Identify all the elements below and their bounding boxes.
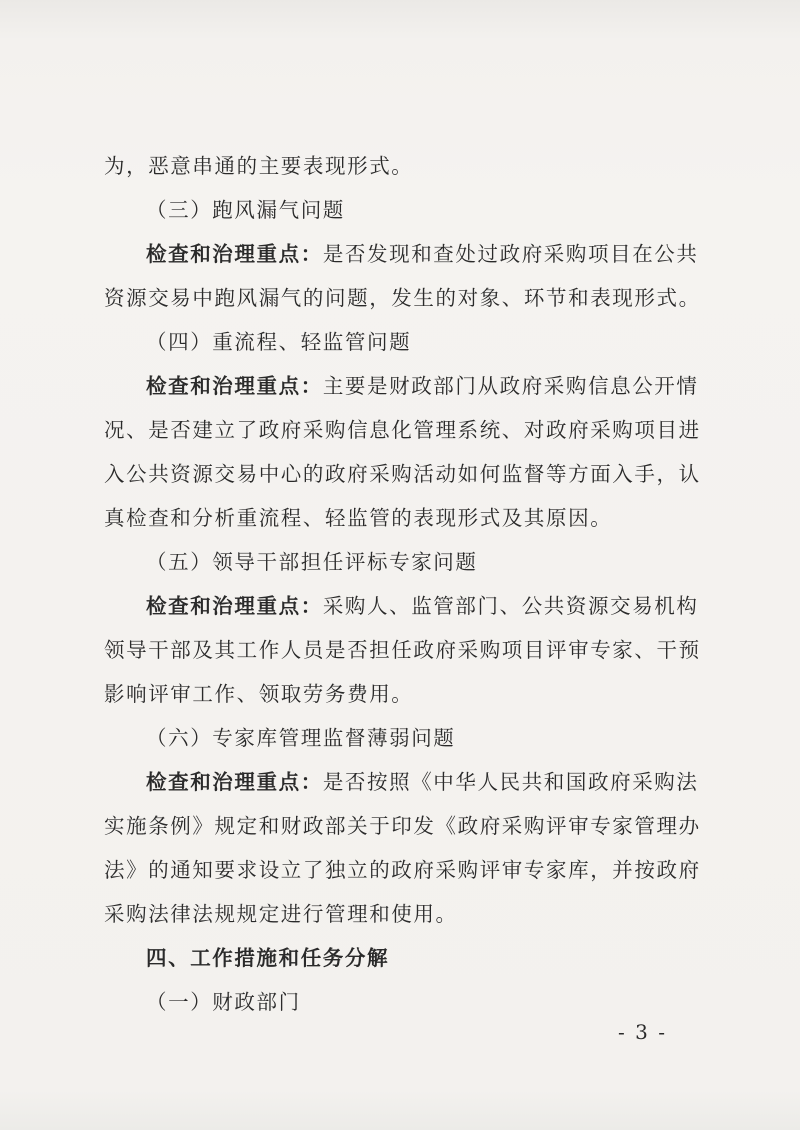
text-line <box>146 240 746 268</box>
page-number: - 3 - <box>618 1020 667 1044</box>
text-line: 实施条例》规定和财政部关于印发《政府采购评审专家管理办 <box>104 814 701 838</box>
text-line: 资源交易中跑风漏气的问题，发生的对象、环节和表现形式。 <box>104 286 701 310</box>
text-line: 领导干部及其工作人员是否担任政府采购项目评审专家、干预 <box>104 638 701 662</box>
section-heading-1: （一）财政部门 <box>146 990 301 1014</box>
focus-label: 检查和治理重点： <box>146 242 323 266</box>
focus-text: 是否按照《中华人民共和国政府采购法 <box>322 770 699 794</box>
text-line: 影响评审工作、领取劳务费用。 <box>104 682 414 706</box>
text-line: 真检查和分析重流程、轻监管的表现形式及其原因。 <box>104 506 613 530</box>
section-heading-4: （四）重流程、轻监管问题 <box>146 330 412 354</box>
focus-label: 检查和治理重点： <box>146 770 323 794</box>
focus-text: 采购人、监管部门、公共资源交易机构 <box>322 594 699 618</box>
section-heading-3: （三）跑风漏气问题 <box>146 198 345 222</box>
text-line <box>146 768 746 796</box>
focus-text: 主要是财政部门从政府采购信息公开情 <box>322 374 699 398</box>
chapter-heading: 四、工作措施和任务分解 <box>146 946 390 970</box>
text-line: 况、是否建立了政府采购信息化管理系统、对政府采购项目进 <box>104 418 701 442</box>
section-heading-6: （六）专家库管理监督薄弱问题 <box>146 726 456 750</box>
text-line <box>146 372 746 400</box>
focus-label: 检查和治理重点： <box>146 594 323 618</box>
focus-label: 检查和治理重点： <box>146 374 323 398</box>
text-line: 入公共资源交易中心的政府采购活动如何监督等方面入手，认 <box>104 462 701 486</box>
text-line <box>146 592 746 620</box>
text-line: 采购法律法规规定进行管理和使用。 <box>104 902 458 926</box>
text-line: 为，恶意串通的主要表现形式。 <box>104 154 414 178</box>
section-heading-5: （五）领导干部担任评标专家问题 <box>146 550 478 574</box>
text-line: 法》的通知要求设立了独立的政府采购评审专家库，并按政府 <box>104 858 701 882</box>
focus-text: 是否发现和查处过政府采购项目在公共 <box>322 242 699 266</box>
